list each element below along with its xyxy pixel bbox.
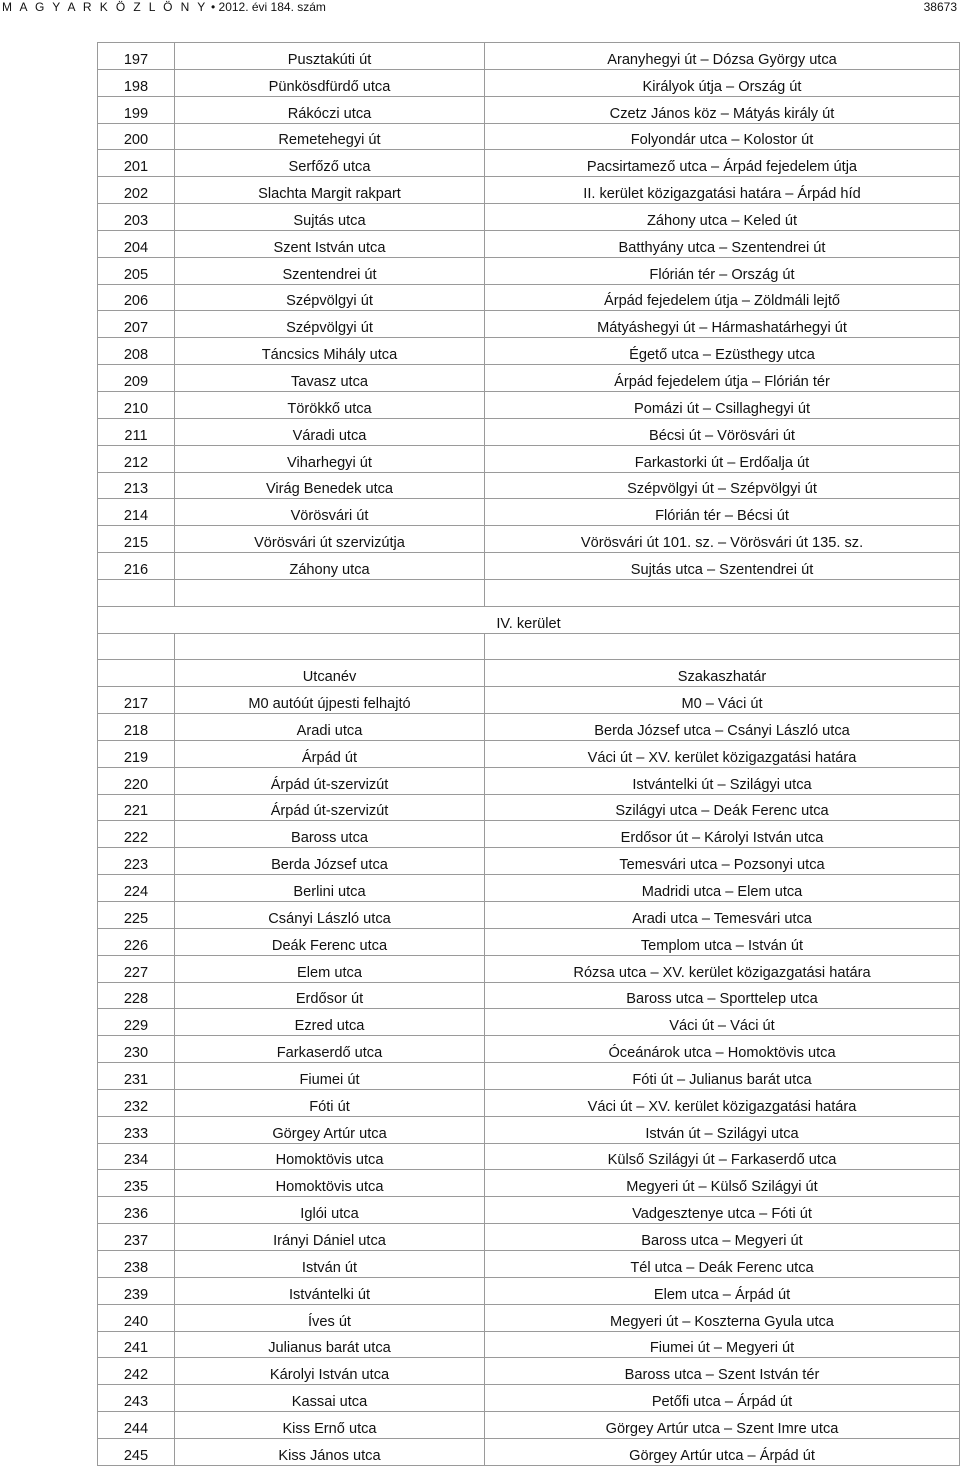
row-number: 213 xyxy=(98,472,175,499)
row-number: 222 xyxy=(98,821,175,848)
table-row xyxy=(98,767,960,794)
row-number: 204 xyxy=(98,230,175,257)
row-number: 226 xyxy=(98,928,175,955)
row-number: 240 xyxy=(98,1304,175,1331)
row-number: 212 xyxy=(98,445,175,472)
table-row xyxy=(98,418,960,445)
row-number: 237 xyxy=(98,1224,175,1251)
table-row xyxy=(98,526,960,553)
empty-row xyxy=(98,633,960,660)
table-row xyxy=(98,204,960,231)
section-limit: Elem utca – Árpád út xyxy=(485,1277,960,1304)
table-row xyxy=(98,875,960,902)
table-row xyxy=(98,982,960,1009)
street-name: Homoktövis utca xyxy=(175,1143,485,1170)
empty-cell xyxy=(485,633,960,660)
street-name: Serfőző utca xyxy=(175,150,485,177)
table-row xyxy=(98,955,960,982)
row-number: 208 xyxy=(98,338,175,365)
row-number: 207 xyxy=(98,311,175,338)
street-name: Pusztakúti út xyxy=(175,43,485,70)
row-number: 206 xyxy=(98,284,175,311)
section-limit: Temesvári utca – Pozsonyi utca xyxy=(485,848,960,875)
section-limit: Istvántelki út – Szilágyi utca xyxy=(485,767,960,794)
empty-cell xyxy=(98,660,175,687)
row-number: 220 xyxy=(98,767,175,794)
row-number: 200 xyxy=(98,123,175,150)
section-limit: Görgey Artúr utca – Árpád út xyxy=(485,1438,960,1465)
table-row xyxy=(98,284,960,311)
section-limit: Aradi utca – Temesvári utca xyxy=(485,902,960,929)
street-name: Árpád út-szervizút xyxy=(175,767,485,794)
empty-cell xyxy=(98,579,175,606)
table-row xyxy=(98,928,960,955)
table-row xyxy=(98,1358,960,1385)
table-row xyxy=(98,499,960,526)
street-name: Árpád út xyxy=(175,740,485,767)
row-number: 234 xyxy=(98,1143,175,1170)
section-limit: II. kerület közigazgatási határa – Árpád híd xyxy=(485,177,960,204)
row-number: 245 xyxy=(98,1438,175,1465)
row-number: 209 xyxy=(98,365,175,392)
row-number: 225 xyxy=(98,902,175,929)
row-number: 223 xyxy=(98,848,175,875)
section-limit: Erdősor út – Károlyi István utca xyxy=(485,821,960,848)
section-limit: Pacsirtamező utca – Árpád fejedelem útja xyxy=(485,150,960,177)
street-name: Károlyi István utca xyxy=(175,1358,485,1385)
row-number: 230 xyxy=(98,1036,175,1063)
table-row xyxy=(98,1143,960,1170)
street-name: Sujtás utca xyxy=(175,204,485,231)
street-name: István út xyxy=(175,1250,485,1277)
table-row xyxy=(98,714,960,741)
section-limit: Mátyáshegyi út – Hármashatárhegyi út xyxy=(485,311,960,338)
table-row xyxy=(98,1331,960,1358)
street-name: Baross utca xyxy=(175,821,485,848)
column-header-row xyxy=(98,660,960,687)
street-name: Kassai utca xyxy=(175,1385,485,1412)
district-title: IV. kerület xyxy=(98,606,960,633)
row-number: 238 xyxy=(98,1250,175,1277)
street-name: Íves út xyxy=(175,1304,485,1331)
section-limit: Fiumei út – Megyeri út xyxy=(485,1331,960,1358)
table-row xyxy=(98,1089,960,1116)
street-name: Fóti út xyxy=(175,1089,485,1116)
section-limit: Sujtás utca – Szentendrei út xyxy=(485,553,960,580)
section-limit: Árpád fejedelem útja – Flórián tér xyxy=(485,365,960,392)
row-number: 242 xyxy=(98,1358,175,1385)
street-name: Remetehegyi út xyxy=(175,123,485,150)
street-name: Farkaserdő utca xyxy=(175,1036,485,1063)
street-name: Iglói utca xyxy=(175,1197,485,1224)
table-row xyxy=(98,150,960,177)
table-row xyxy=(98,821,960,848)
street-name: Vörösvári út xyxy=(175,499,485,526)
street-name: Erdősor út xyxy=(175,982,485,1009)
table-row xyxy=(98,445,960,472)
street-name: Törökkő utca xyxy=(175,391,485,418)
street-name: Szépvölgyi út xyxy=(175,311,485,338)
row-number: 239 xyxy=(98,1277,175,1304)
section-limit: Görgey Artúr utca – Szent Imre utca xyxy=(485,1412,960,1439)
table-row xyxy=(98,687,960,714)
section-limit: Vadgesztenye utca – Fóti út xyxy=(485,1197,960,1224)
row-number: 241 xyxy=(98,1331,175,1358)
street-name: Pünkösdfürdő utca xyxy=(175,69,485,96)
table-row xyxy=(98,96,960,123)
table-row xyxy=(98,257,960,284)
page-header xyxy=(0,0,960,20)
section-limit: M0 – Váci út xyxy=(485,687,960,714)
street-name: Árpád út-szervizút xyxy=(175,794,485,821)
row-number: 210 xyxy=(98,391,175,418)
row-number: 217 xyxy=(98,687,175,714)
section-limit: Petőfi utca – Árpád út xyxy=(485,1385,960,1412)
table-row xyxy=(98,230,960,257)
row-number: 218 xyxy=(98,714,175,741)
table-row xyxy=(98,338,960,365)
row-number: 216 xyxy=(98,553,175,580)
row-number: 205 xyxy=(98,257,175,284)
street-name: Csányi László utca xyxy=(175,902,485,929)
section-limit: Rózsa utca – XV. kerület közigazgatási határa xyxy=(485,955,960,982)
table-row xyxy=(98,69,960,96)
street-name: Görgey Artúr utca xyxy=(175,1116,485,1143)
section-limit: Berda József utca – Csányi László utca xyxy=(485,714,960,741)
street-name: Szent István utca xyxy=(175,230,485,257)
street-name: Virág Benedek utca xyxy=(175,472,485,499)
table-row xyxy=(98,1385,960,1412)
row-number: 201 xyxy=(98,150,175,177)
row-number: 199 xyxy=(98,96,175,123)
column-header-name: Utcanév xyxy=(175,660,485,687)
table-row xyxy=(98,123,960,150)
street-name: Berlini utca xyxy=(175,875,485,902)
table-row xyxy=(98,1009,960,1036)
issue-label: 2012. évi 184. szám xyxy=(218,0,326,14)
section-limit: Templom utca – István út xyxy=(485,928,960,955)
empty-cell xyxy=(175,579,485,606)
street-name: Tavasz utca xyxy=(175,365,485,392)
section-limit: Batthyány utca – Szentendrei út xyxy=(485,230,960,257)
table-row xyxy=(98,472,960,499)
table-row xyxy=(98,391,960,418)
row-number: 227 xyxy=(98,955,175,982)
table-row xyxy=(98,365,960,392)
row-number: 236 xyxy=(98,1197,175,1224)
section-limit: Váci út – Váci út xyxy=(485,1009,960,1036)
section-limit: Czetz János köz – Mátyás király út xyxy=(485,96,960,123)
street-name: Kiss János utca xyxy=(175,1438,485,1465)
section-limit: Baross utca – Szent István tér xyxy=(485,1358,960,1385)
section-limit: Égető utca – Ezüsthegy utca xyxy=(485,338,960,365)
table-row xyxy=(98,1063,960,1090)
row-number: 228 xyxy=(98,982,175,1009)
table-row xyxy=(98,1277,960,1304)
empty-cell xyxy=(98,633,175,660)
section-limit: Megyeri út – Külső Szilágyi út xyxy=(485,1170,960,1197)
empty-cell xyxy=(485,579,960,606)
section-limit: Pomázi út – Csillaghegyi út xyxy=(485,391,960,418)
row-number: 231 xyxy=(98,1063,175,1090)
table-row xyxy=(98,553,960,580)
table-row xyxy=(98,1412,960,1439)
table-row xyxy=(98,848,960,875)
table-row xyxy=(98,43,960,70)
section-limit: Fóti út – Julianus barát utca xyxy=(485,1063,960,1090)
section-limit: Baross utca – Sporttelep utca xyxy=(485,982,960,1009)
street-name: Berda József utca xyxy=(175,848,485,875)
section-limit: Folyondár utca – Kolostor út xyxy=(485,123,960,150)
row-number: 215 xyxy=(98,526,175,553)
street-name: Szépvölgyi út xyxy=(175,284,485,311)
table-row xyxy=(98,177,960,204)
section-limit: Bécsi út – Vörösvári út xyxy=(485,418,960,445)
row-number: 211 xyxy=(98,418,175,445)
section-limit: István út – Szilágyi utca xyxy=(485,1116,960,1143)
row-number: 233 xyxy=(98,1116,175,1143)
table-row xyxy=(98,740,960,767)
row-number: 214 xyxy=(98,499,175,526)
bullet-separator: • xyxy=(210,0,216,14)
row-number: 203 xyxy=(98,204,175,231)
table-row xyxy=(98,794,960,821)
row-number: 202 xyxy=(98,177,175,204)
section-limit: Aranyhegyi út – Dózsa György utca xyxy=(485,43,960,70)
street-name: Deák Ferenc utca xyxy=(175,928,485,955)
section-limit: Megyeri út – Koszterna Gyula utca xyxy=(485,1304,960,1331)
row-number: 219 xyxy=(98,740,175,767)
section-limit: Flórián tér – Bécsi út xyxy=(485,499,960,526)
table-row xyxy=(98,1170,960,1197)
section-limit: Madridi utca – Elem utca xyxy=(485,875,960,902)
table-row xyxy=(98,902,960,929)
street-name: Julianus barát utca xyxy=(175,1331,485,1358)
section-limit: Vörösvári út 101. sz. – Vörösvári út 135. sz. xyxy=(485,526,960,553)
section-limit: Flórián tér – Ország út xyxy=(485,257,960,284)
section-limit: Óceánárok utca – Homoktövis utca xyxy=(485,1036,960,1063)
street-name: Kiss Ernő utca xyxy=(175,1412,485,1439)
street-name: Váradi utca xyxy=(175,418,485,445)
header-left xyxy=(2,0,326,14)
street-name: Ezred utca xyxy=(175,1009,485,1036)
street-name: Záhony utca xyxy=(175,553,485,580)
table-row xyxy=(98,1250,960,1277)
row-number: 198 xyxy=(98,69,175,96)
street-table-body xyxy=(98,43,960,1466)
street-name: Szentendrei út xyxy=(175,257,485,284)
page-number: 38673 xyxy=(923,0,957,14)
street-name: Irányi Dániel utca xyxy=(175,1224,485,1251)
street-name: Istvántelki út xyxy=(175,1277,485,1304)
table-row xyxy=(98,1304,960,1331)
district-title-row xyxy=(98,606,960,633)
table-row xyxy=(98,1036,960,1063)
table-row xyxy=(98,1116,960,1143)
column-header-limit: Szakaszhatár xyxy=(485,660,960,687)
row-number: 224 xyxy=(98,875,175,902)
street-name: Homoktövis utca xyxy=(175,1170,485,1197)
section-limit: Váci út – XV. kerület közigazgatási határa xyxy=(485,1089,960,1116)
row-number: 232 xyxy=(98,1089,175,1116)
section-limit: Szépvölgyi út – Szépvölgyi út xyxy=(485,472,960,499)
row-number: 229 xyxy=(98,1009,175,1036)
row-number: 243 xyxy=(98,1385,175,1412)
section-limit: Farkastorki út – Erdőalja út xyxy=(485,445,960,472)
section-limit: Tél utca – Deák Ferenc utca xyxy=(485,1250,960,1277)
row-number: 244 xyxy=(98,1412,175,1439)
publication-title: M A G Y A R K Ö Z L Ö N Y xyxy=(2,0,208,14)
section-limit: Árpád fejedelem útja – Zöldmáli lejtő xyxy=(485,284,960,311)
table-row xyxy=(98,1438,960,1465)
section-limit: Záhony utca – Keled út xyxy=(485,204,960,231)
street-name: Táncsics Mihály utca xyxy=(175,338,485,365)
table-row xyxy=(98,1224,960,1251)
street-name: Viharhegyi út xyxy=(175,445,485,472)
street-table xyxy=(97,42,960,1466)
row-number: 197 xyxy=(98,43,175,70)
section-limit: Külső Szilágyi út – Farkaserdő utca xyxy=(485,1143,960,1170)
table-row xyxy=(98,1197,960,1224)
street-name: Rákóczi utca xyxy=(175,96,485,123)
street-name: M0 autóút újpesti felhajtó xyxy=(175,687,485,714)
section-limit: Váci út – XV. kerület közigazgatási határa xyxy=(485,740,960,767)
section-limit: Szilágyi utca – Deák Ferenc utca xyxy=(485,794,960,821)
street-name: Slachta Margit rakpart xyxy=(175,177,485,204)
street-name: Elem utca xyxy=(175,955,485,982)
empty-row xyxy=(98,579,960,606)
street-name: Vörösvári út szervizútja xyxy=(175,526,485,553)
section-limit: Baross utca – Megyeri út xyxy=(485,1224,960,1251)
section-limit: Királyok útja – Ország út xyxy=(485,69,960,96)
empty-cell xyxy=(175,633,485,660)
street-name: Aradi utca xyxy=(175,714,485,741)
street-name: Fiumei út xyxy=(175,1063,485,1090)
row-number: 235 xyxy=(98,1170,175,1197)
row-number: 221 xyxy=(98,794,175,821)
table-row xyxy=(98,311,960,338)
